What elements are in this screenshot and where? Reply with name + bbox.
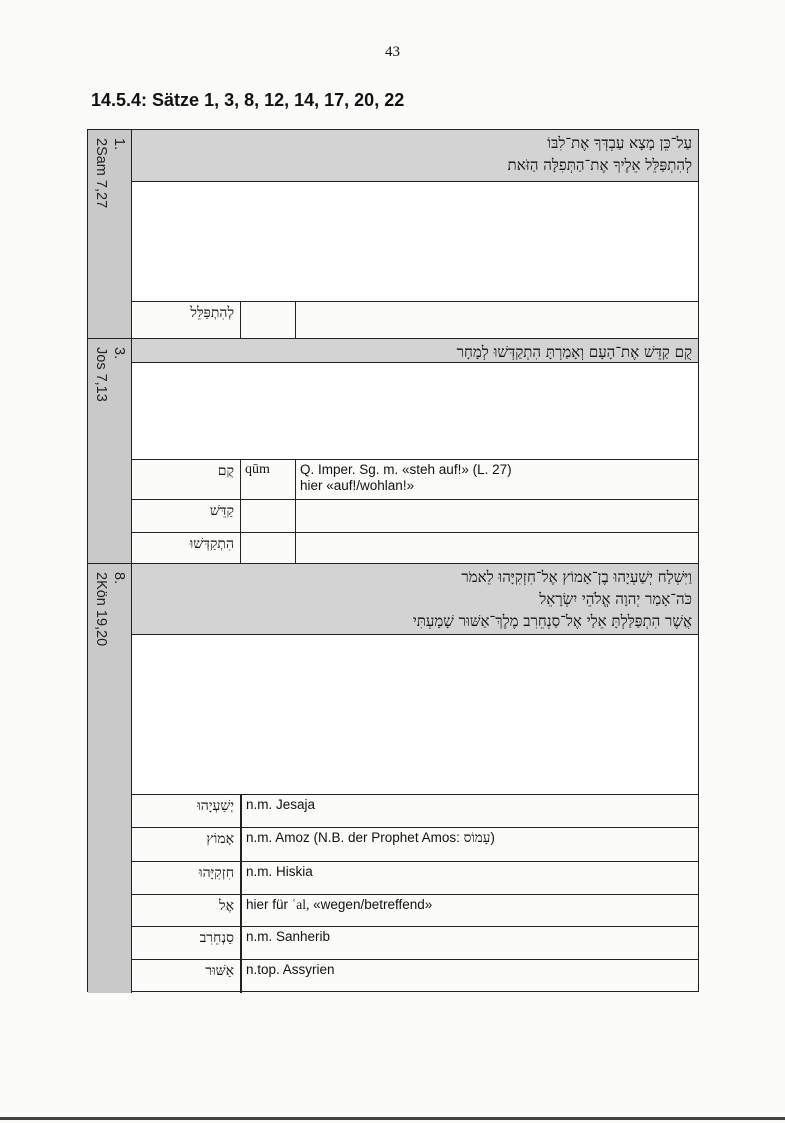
vocab-note: n.m. Jesaja <box>241 795 698 827</box>
vocab-note-end: ) <box>490 830 495 845</box>
exercise-table <box>87 129 699 992</box>
vocab-row <box>132 533 698 564</box>
vocab-row <box>132 927 698 960</box>
vocab-transliteration <box>241 533 296 564</box>
vocab-word: הִתְקַדְּשׁוּ <box>132 533 241 564</box>
vocab-note-line: Q. Imper. Sg. m. «steh auf!» (L. 27) <box>300 462 512 477</box>
hebrew-line: לְהִתְפַּלֵּל אֵלֶיךָ אֶת־הַתְּפִלָּה הַזֹּאת <box>507 156 692 174</box>
vocab-note: n.m. Sanherib <box>241 927 698 959</box>
vocab-note-translit: ʿal, <box>291 897 310 912</box>
vocab-note <box>241 828 698 861</box>
vocab-row <box>132 460 698 500</box>
vocab-transliteration: qūm <box>241 460 296 499</box>
vocab-word: לְהִתְפַּלֵּל <box>132 302 241 339</box>
vocab-note <box>296 500 698 532</box>
sentence-block-3 <box>88 339 698 564</box>
vocab-note-end: «wegen/betreffend» <box>309 897 433 912</box>
sentence-label-cell <box>88 564 132 993</box>
vocab-transliteration <box>241 500 296 532</box>
sentence-block-8 <box>88 564 698 993</box>
vocab-note-text: n.m. Amoz (N.B. der Prophet Amos: <box>246 830 464 845</box>
hebrew-line: עַל־כֵּן מָצָא עַבְדְּךָ אֶת־לִבּוֹ <box>547 134 692 152</box>
vocab-word: אֶל <box>132 895 241 926</box>
hebrew-line: אֲשֶׁר הִתְפַּלַּלְתָּ אֵלַי אֶל־סַנְחֵרִב מֶלֶךְ־אַשּׁוּר שָׁמָעְתִּי <box>412 612 692 630</box>
hebrew-line: קֻם קַדֵּשׁ אֶת־הָעָם וְאָמַרְתָּ הִתְקַדְּשׁוּ לְמָחָר <box>456 343 692 361</box>
vocab-row <box>132 895 698 927</box>
vocab-word: אַשּׁוּר <box>132 960 241 993</box>
hebrew-text-box <box>132 339 698 363</box>
sentence-block-1 <box>88 130 698 339</box>
vocab-word: קֻם <box>132 460 241 499</box>
vocab-note-hebrew: עָמוֹס <box>463 830 491 846</box>
vocab-transliteration <box>241 302 296 339</box>
vocab-note-line: hier «auf!/wohlan!» <box>300 478 415 493</box>
page-bottom-edge <box>0 1117 785 1120</box>
vocab-row <box>132 500 698 533</box>
hebrew-text-box <box>132 564 698 635</box>
vocab-note <box>296 533 698 564</box>
vocab-row <box>132 960 698 993</box>
vocab-row <box>132 795 698 828</box>
sentence-label-cell <box>88 130 132 338</box>
vocab-word: חִזְקִיָּהוּ <box>132 862 241 894</box>
vocab-note <box>296 302 698 339</box>
vocab-row <box>132 302 698 339</box>
translation-field[interactable] <box>132 363 698 460</box>
hebrew-line: כֹּה־אָמַר יְהוָה אֱלֹהֵי יִשְׂרָאֵל <box>539 590 692 608</box>
vocab-word: סַנְחֵרִב <box>132 927 241 959</box>
vocab-word: יְשַׁעְיָהוּ <box>132 795 241 827</box>
vocab-word: אָמוֹץ <box>132 828 241 861</box>
vocab-note <box>241 895 698 926</box>
vocab-row <box>132 862 698 895</box>
translation-field[interactable] <box>132 635 698 795</box>
section-heading: 14.5.4: Sätze 1, 3, 8, 12, 14, 17, 20, 22 <box>91 90 405 110</box>
hebrew-text-box <box>132 130 698 182</box>
sentence-label-cell <box>88 339 132 563</box>
hebrew-line: וַיִּשְׁלַח יְשַׁעְיָהוּ בֶן־אָמוֹץ אֶל־חִזְקִיָּהוּ לֵאמֹר <box>461 568 692 586</box>
vocab-note: n.m. Hiskia <box>241 862 698 894</box>
sentence-reference: 8. 2Kön 19,20 <box>93 572 127 647</box>
vocab-note: n.top. Assyrien <box>241 960 698 993</box>
page-number: 43 <box>385 44 400 60</box>
vocab-note-text: hier für <box>246 897 292 912</box>
vocab-row <box>132 828 698 862</box>
sentence-reference: 1. 2Sam 7,27 <box>93 138 127 209</box>
sentence-reference: 3. Jos 7,13 <box>93 347 127 402</box>
translation-field[interactable] <box>132 182 698 302</box>
vocab-note <box>296 460 698 499</box>
vocab-word: קַדֵּשׁ <box>132 500 241 532</box>
